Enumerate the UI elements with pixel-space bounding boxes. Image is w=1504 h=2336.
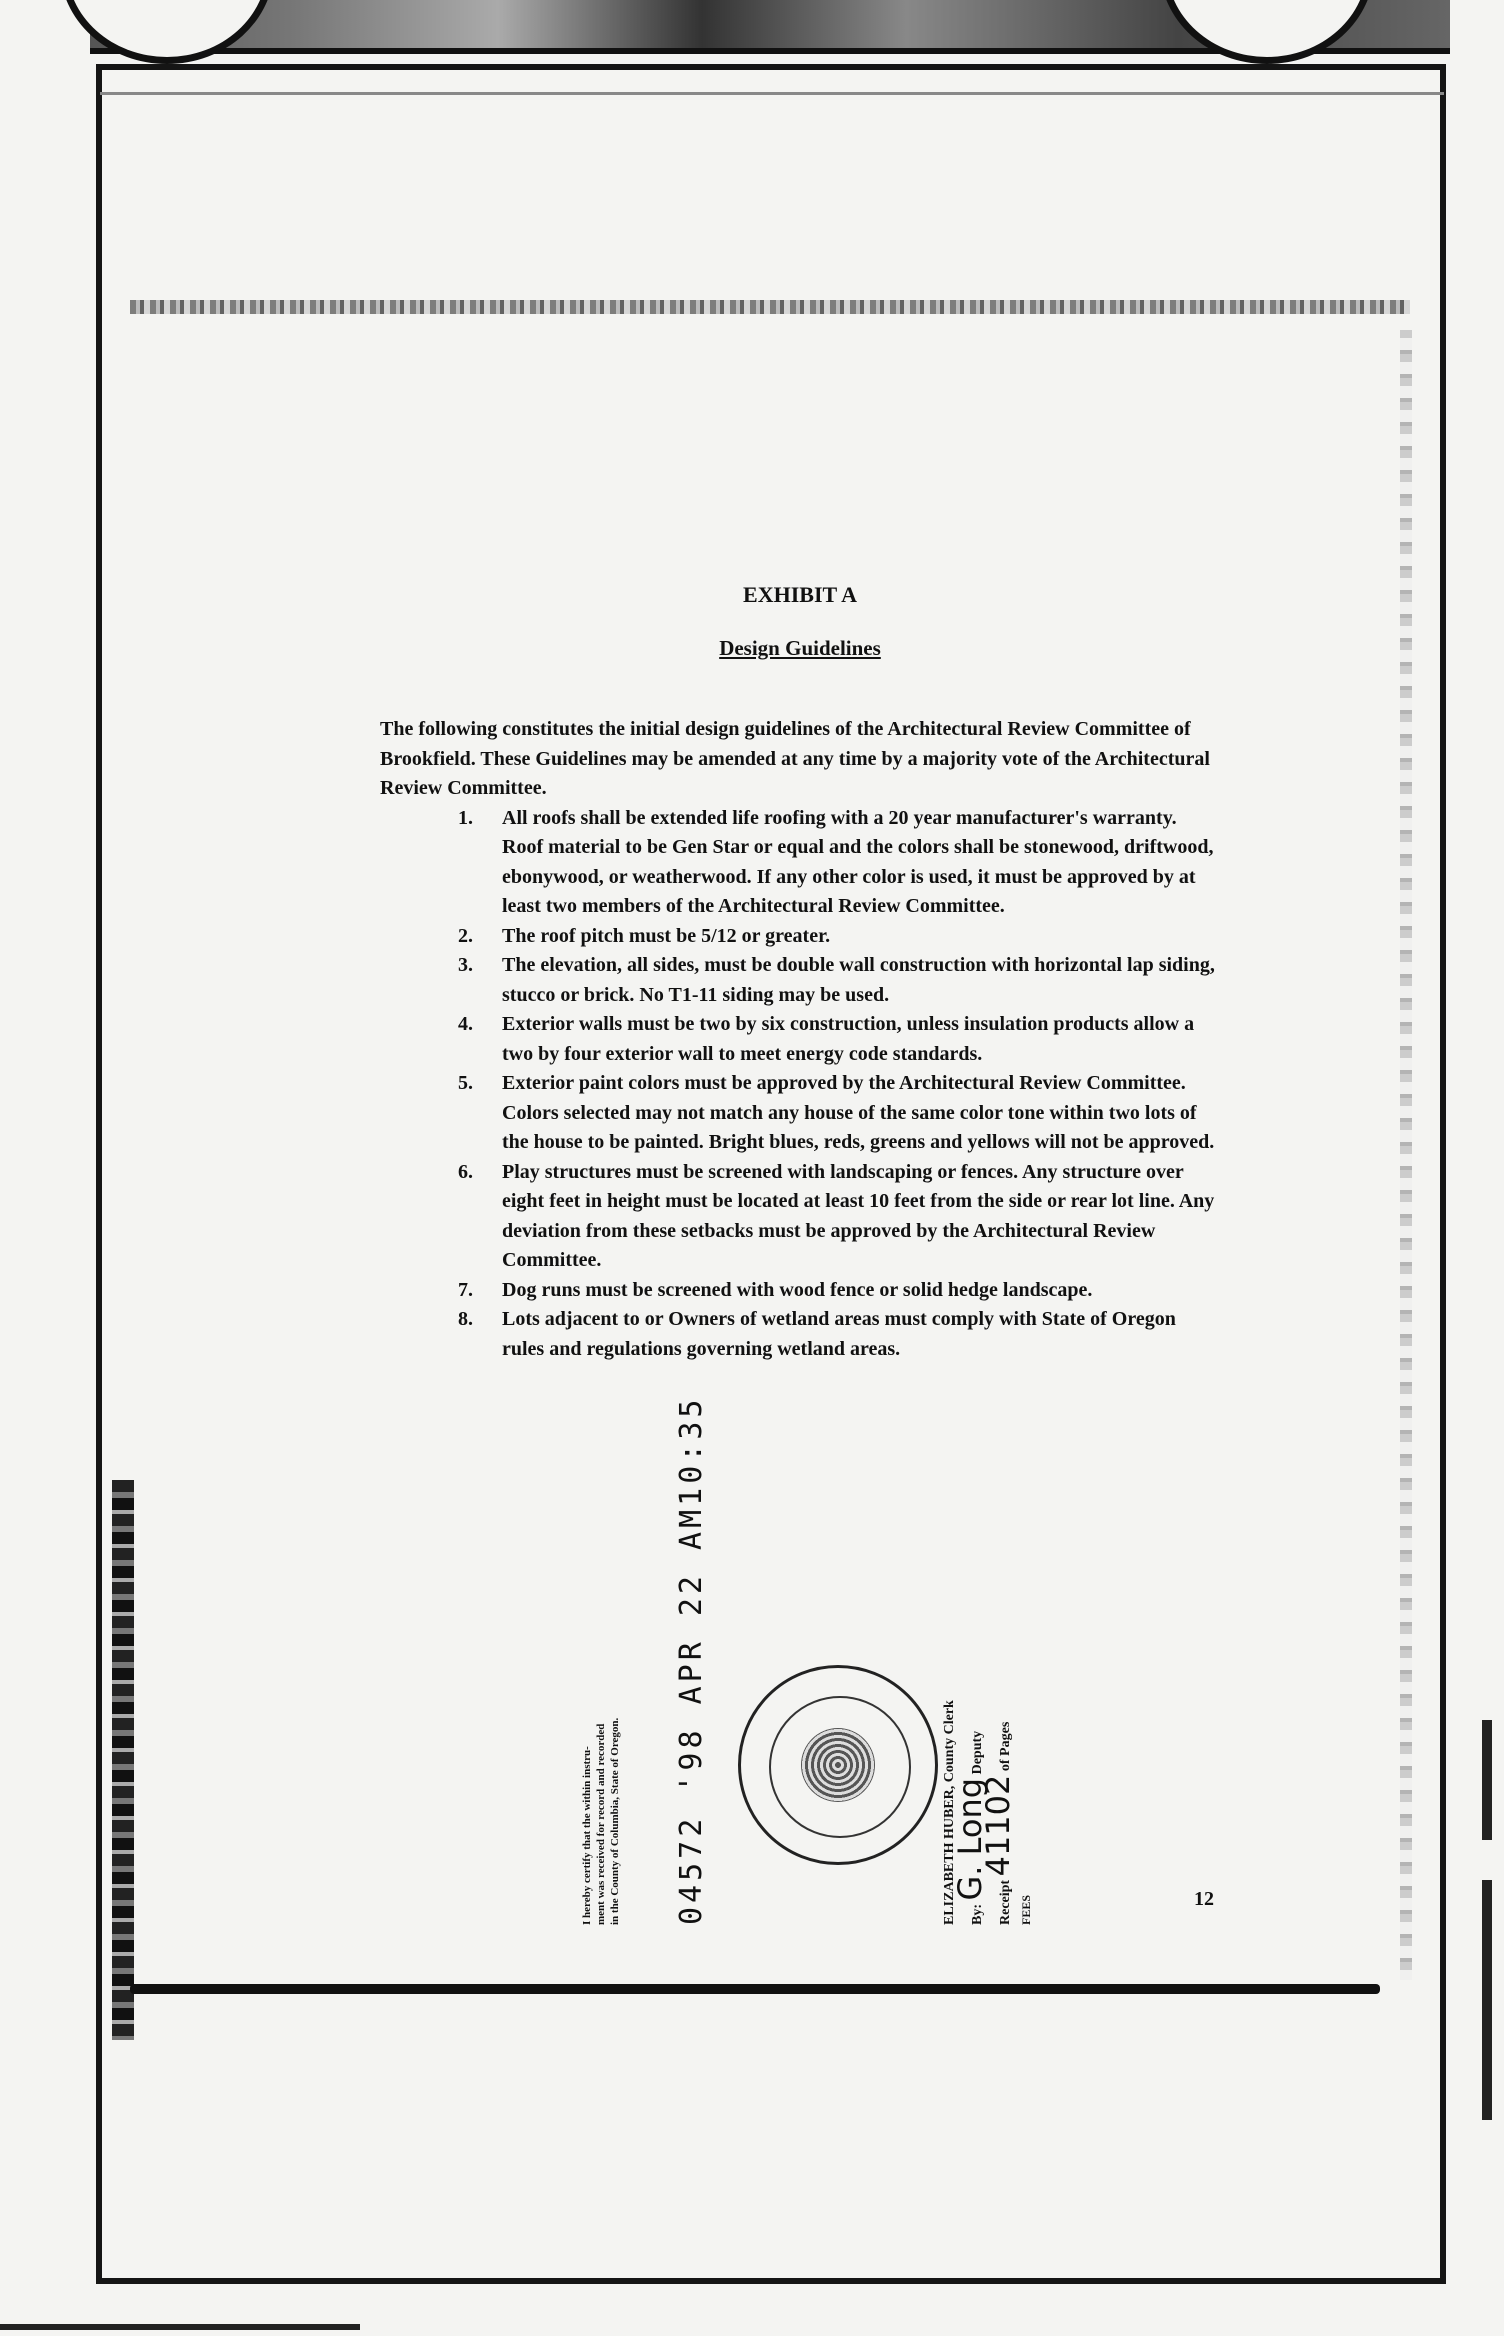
scan-noise-band <box>130 300 1410 314</box>
document-body <box>380 580 1220 1364</box>
list-item: 6. Play structures must be screened with landscaping or fences. Any structure over eight feet in height must be located at least 10 feet from the side or rear lot line. Any deviation from these setbacks must be approved by the Architectural Review Committee. <box>458 1160 1215 1271</box>
list-item: 5. Exterior paint colors must be approved by the Architectural Review Committee. Colors selected may not match any house of the same color tone within two lots of the house to be painted. Bright blues, reds, greens and yellows will not be approved. <box>458 1072 1215 1153</box>
list-item: 8. Lots adjacent to or Owners of wetland areas must comply with State of Oregon rules and regulations governing wetland areas. <box>458 1308 1176 1360</box>
receipt-handwriting: 41102 <box>979 1774 1017 1877</box>
page-number: 12 <box>1194 1888 1214 1910</box>
list-item: 7. Dog runs must be screened with wood fence or solid hedge landscape. <box>458 1278 1093 1301</box>
scan-top-right-circle <box>1160 0 1374 64</box>
fees-line: FEES <box>1019 1894 1033 1925</box>
list-item: 3. The elevation, all sides, must be double wall construction with horizontal lap siding, stucco or brick. No T1-11 siding may be used. <box>458 954 1215 1006</box>
recording-certificate: I hereby certify that the within instru- ment was received for record and recorded in the County of Columbia, State of Oregon. <box>581 1717 621 1925</box>
frame-inner-rule <box>100 92 1444 95</box>
bottom-rule <box>130 1984 1380 1994</box>
deputy-signature: G. Long <box>951 1777 989 1901</box>
document-subtitle: Design Guidelines <box>719 635 881 660</box>
page-bottom-line <box>0 2324 360 2330</box>
scan-right-edge <box>1400 330 1412 1980</box>
list-item: 2. The roof pitch must be 5/12 or greater. <box>458 924 831 947</box>
scan-left-edge <box>112 1480 134 2040</box>
recording-stamp: 04572 '98 APR 22 AM10:35 <box>674 1395 709 1925</box>
list-item: 1. All roofs shall be extended life roofing with a 20 year manufacturer's warranty. Roof material to be Gen Star or equal and the colors shall be stonewood, driftwood, ebonywood, or weatherwood. If any other color is used, it must be approved by at least two members of the Architectural Review Committee. <box>458 806 1214 917</box>
clerk-by-line: By: G. Long Deputy <box>951 1730 989 1925</box>
outside-edge-mark <box>1482 1880 1492 2120</box>
intro-paragraph: The following constitutes the initial design guidelines of the Architectural Review Committee of Brookfield. These Guidelines may be amended at any time by a majority vote of the Architectural Review Committee. <box>380 718 1210 799</box>
county-clerk-block <box>940 1700 1036 1925</box>
list-item: 4. Exterior walls must be two by six construction, unless insulation products allow a two by four exterior wall to meet energy code standards. <box>458 1013 1195 1065</box>
county-seal-icon <box>738 1665 938 1865</box>
scan-top-left-circle <box>60 0 274 64</box>
outside-edge-mark <box>1482 1720 1492 1840</box>
recording-block <box>570 1395 1070 1955</box>
document-title: EXHIBIT A <box>743 582 857 607</box>
clerk-name: ELIZABETH HUBER, County Clerk <box>942 1700 957 1925</box>
receipt-line: Receipt 41102 of Pages <box>979 1721 1017 1925</box>
guidelines-list <box>380 804 1220 1365</box>
